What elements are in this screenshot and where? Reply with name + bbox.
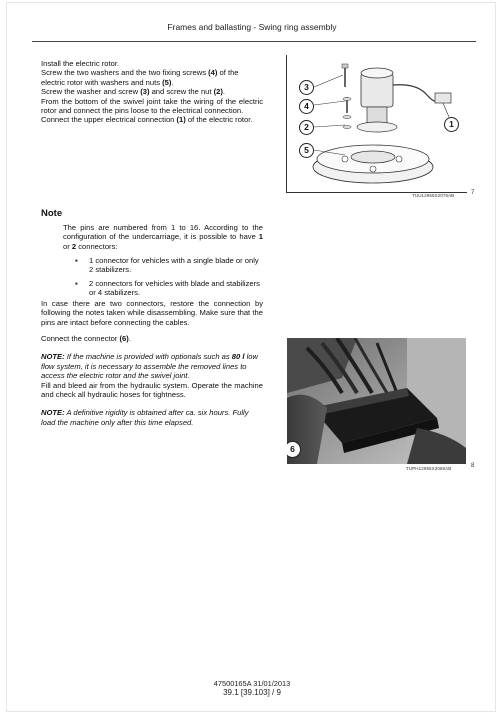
callout-4: 4 <box>299 99 314 114</box>
note-body <box>63 223 263 251</box>
note-rigidity: NOTE: A definitive rigidity is obtained after ca. six hours. Fully load the machine only after this time elapsed. <box>41 408 249 427</box>
figure-7-caption: TUU12955X2076AB <box>412 193 455 198</box>
callout-3: 3 <box>299 80 314 95</box>
note-bullets <box>63 256 263 298</box>
callout-6: 6 <box>287 441 301 458</box>
page-header: Frames and ballasting - Swing ring assembly <box>167 22 337 32</box>
note-bullet <box>63 279 263 298</box>
note-heading: Note <box>41 208 63 219</box>
callout-2: 2 <box>299 120 314 135</box>
fill-bleed: Fill and bleed air from the hydraulic system. Operate the machine and check all hydraulic hoses for tightness. <box>41 380 263 400</box>
figure-8-number: 8 <box>471 463 475 469</box>
note-after: In case there are two connectors, restore the connection by following the notes taken while disassembling. Make sure that the pins are intact before connecting the cables. <box>41 299 263 327</box>
bullet-dot: ▪ <box>75 278 78 288</box>
connect-line: Connect the connector (6). <box>41 334 131 343</box>
footer-doc: 47500165A 31/01/2013 <box>213 679 291 688</box>
instruction-line: Install the electric rotor. <box>41 59 120 68</box>
figure-7-number: 7 <box>471 190 475 196</box>
figure-8-caption: TUPH12955X2080AB <box>406 466 452 471</box>
callout-5: 5 <box>299 143 314 158</box>
electric-rotor-illustration <box>287 55 467 192</box>
bullet-text: 1 connector for vehicles with a single blade or only 2 stabilizers. <box>89 256 259 275</box>
footer-page: 39.1 [39.103] / 9 <box>223 688 281 697</box>
figure-7-frame <box>286 55 467 193</box>
note-bullet <box>63 256 263 275</box>
connector-photo <box>287 338 466 464</box>
install-instructions <box>41 59 263 125</box>
bullet-text: 2 connectors for vehicles with blade and stabilizers or 4 stabilizers. <box>89 278 260 298</box>
bullet-dot: ▪ <box>75 256 78 265</box>
header-rule <box>32 41 476 42</box>
instruction-line: From the bottom of the swivel joint take the wiring of the electric rotor and connect the pins loose to the electrical connection. <box>41 96 263 116</box>
figure-8-frame <box>287 338 466 464</box>
instruction-line: Connect the upper electrical connection (1) of the electric rotor. <box>41 115 253 125</box>
note-optional: NOTE: If the machine is provided with optionals such as 80 l low flow system, it is necessary to assemble the removed lines to access the electric rotor and the swivel joint. <box>41 352 258 381</box>
instruction-line: Screw the washer and screw (3) and screw the nut (2). <box>41 87 226 97</box>
connect-instructions <box>41 334 263 427</box>
instruction-line: Screw the two washers and the two fixing screws (4) of the electric rotor with washers and nuts (5). <box>41 68 239 87</box>
note-paragraph: The pins are numbered from 1 to 16. According to the configuration of the undercarriage, it is possible to have 1 or 2 connectors: <box>63 223 263 251</box>
callout-1: 1 <box>444 117 459 132</box>
